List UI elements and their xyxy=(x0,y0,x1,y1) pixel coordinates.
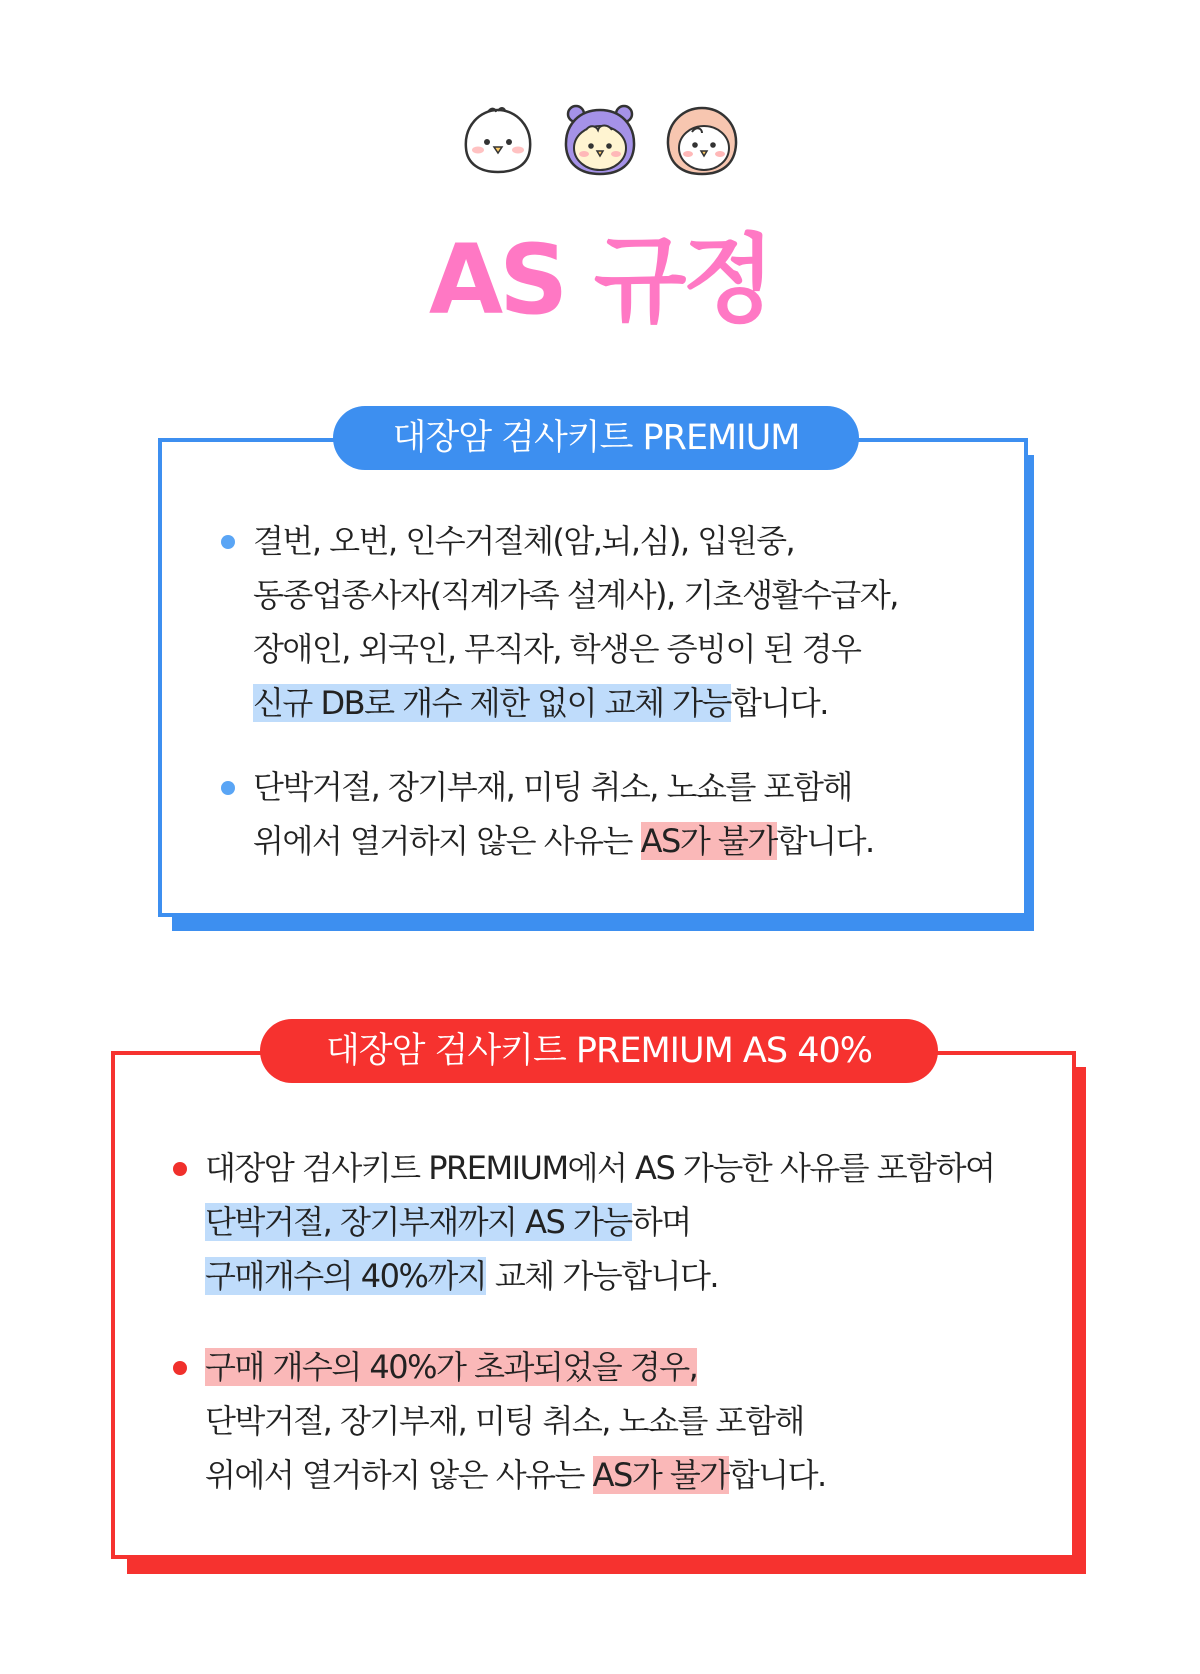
premium-card xyxy=(158,438,1028,917)
premium-as40-bullet-1-line-3 xyxy=(205,1249,994,1303)
bullet-dot xyxy=(173,1361,187,1375)
premium-as40-bullet-2-line-1 xyxy=(205,1340,826,1394)
premium-bullet-2-line-2 xyxy=(253,814,874,868)
line-prefix: 위에서 열거하지 않은 사유는 xyxy=(205,1456,593,1494)
premium-as40-card xyxy=(111,1051,1076,1559)
premium-as40-card-label: 대장암 검사키트 PREMIUM AS 40% xyxy=(260,1019,938,1083)
mascot-group xyxy=(0,100,1200,180)
premium-as40-bullet-1-line-2 xyxy=(205,1195,994,1249)
line-prefix: 위에서 열거하지 않은 사유는 xyxy=(253,822,641,860)
highlight-40-percent: 구매개수의 40%까지 xyxy=(205,1257,487,1295)
bullet-dot xyxy=(221,781,235,795)
line-suffix: 합니다. xyxy=(776,822,874,860)
highlight-as-not-available: AS가 불가 xyxy=(640,822,777,860)
premium-card-label: 대장암 검사키트 PREMIUM xyxy=(333,406,859,470)
premium-as40-bullet-2 xyxy=(205,1340,826,1502)
line-suffix: 하며 xyxy=(631,1203,691,1241)
premium-as40-bullet-2-line-3 xyxy=(205,1448,826,1502)
bullet-dot xyxy=(173,1162,187,1176)
premium-bullet-2-line-1: 단박거절, 장기부재, 미팅 취소, 노쇼를 포함해 xyxy=(253,768,852,806)
line-suffix: 교체 가능합니다. xyxy=(486,1257,719,1295)
line-suffix: 합니다. xyxy=(730,684,828,722)
premium-as40-bullet-1 xyxy=(205,1141,994,1303)
purple-hood-face-icon xyxy=(560,100,640,180)
premium-bullet-1 xyxy=(253,514,898,730)
premium-bullet-1-line-1: 결번, 오번, 인수거절체(암,뇌,심), 입원중, xyxy=(253,522,795,560)
highlight-over-40-percent: 구매 개수의 40%가 초과되었을 경우, xyxy=(205,1348,698,1386)
highlight-replace-unlimited: 신규 DB로 개수 제한 없이 교체 가능 xyxy=(253,684,731,722)
premium-bullet-1-line-2: 동종업종사자(직계가족 설계사), 기초생활수급자, xyxy=(253,576,898,614)
white-bird-face-icon xyxy=(458,100,538,180)
premium-bullet-1-line-4 xyxy=(253,676,898,730)
premium-bullet-2 xyxy=(253,760,874,868)
premium-as40-bullet-2-line-2: 단박거절, 장기부재, 미팅 취소, 노쇼를 포함해 xyxy=(205,1402,804,1440)
bullet-dot xyxy=(221,535,235,549)
highlight-as-until-long-absence: 단박거절, 장기부재까지 AS 가능 xyxy=(205,1203,632,1241)
page-title: AS 규정 xyxy=(428,224,772,336)
line-suffix: 합니다. xyxy=(728,1456,826,1494)
premium-bullet-1-line-3: 장애인, 외국인, 무직자, 학생은 증빙이 된 경우 xyxy=(253,630,861,668)
highlight-as-not-available: AS가 불가 xyxy=(592,1456,729,1494)
pink-hood-face-icon xyxy=(662,100,742,180)
premium-as40-bullet-1-line-1: 대장암 검사키트 PREMIUM에서 AS 가능한 사유를 포함하여 xyxy=(205,1149,995,1187)
